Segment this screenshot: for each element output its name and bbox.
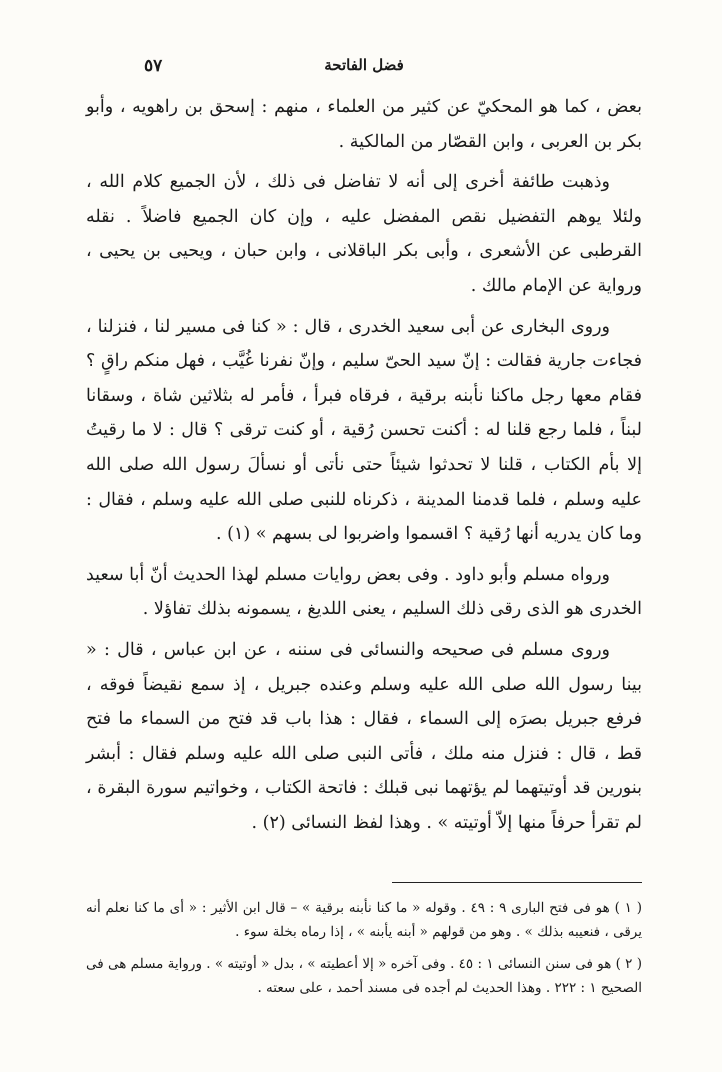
footnotes (86, 896, 642, 1008)
footnote: ( ٢ ) هو فى سنن النسائى ١ : ٤٥ . وفى آخره « إلا أعطيته » ، بدل « أوتيته » . ورواية مسلم هى فى الصحيح ١ : ٢٢٢ . وهذا الحديث لم أجده فى مسند أحمد ، على سعته . (85, 956, 642, 996)
paragraph: ورواه مسلم وأبو داود . وفى بعض روايات مسلم لهذا الحديث أنّ أبا سعيد الخدرى هو الذى رقى ذلك السليم ، يعنى اللديغ ، يسمونه بذلك تفاؤلا . (86, 564, 642, 620)
footnote: ( ١ ) هو فى فتح البارى ٩ : ٤٩ . وقوله « ما كنا نأبنه برقية » – قال ابن الأثير : « أى ما كنا نعلم أنه يرقى ، فنعيبه بذلك » . وهو من قولهم « أبنه يأبنه » ، إذا رماه بخلة سوء . (86, 900, 642, 940)
page-header (86, 48, 642, 82)
body-text (86, 90, 642, 840)
paragraph: وروى مسلم فى صحيحه والنسائى فى سننه ، عن ابن عباس ، قال : « بينا رسول الله صلى الله عليه وسلم وعنده جبريل ، إذ سمع نقيضاً فوقه ، فرفع جبريل بصرَه إلى السماء ، فقال : هذا باب قد فتح من السماء ما فتح قط ، قال : فنزل منه ملك ، فأتى النبى صلى الله عليه وسلم فقال : أبشر بنورين قد أوتيتهما لم يؤتهما نبى قبلك : فاتحة الكتاب ، وخواتيم سورة البقرة ، لم تقرأ حرفاً منها إلاّ أوتيته » . وهذا لفظ النسائى (٢) . (86, 639, 642, 833)
paragraph: وروى البخارى عن أبى سعيد الخدرى ، قال : « كنا فى مسير لنا ، فنزلنا ، فجاءت جارية فقالت : إنّ سيد الحىّ سليم ، وإنّ نفرنا غُيَّب ، فهل منكم راقٍ ؟ فقام معها رجل ماكنا نأبنه برقية ، فرقاه فبرأ ، فأمر له بثلاثين شاة ، وسقانا لبناً ، فلما رجع قلنا له : أكنت تحسن رُقية ، أو كنت ترقى ؟ قال : لا ما رقيتُ إلا بأم الكتاب ، قلنا لا تحدثوا شيئاً حتى نأتى أو نسألَ رسول الله صلى الله عليه وسلم ، فلما قدمنا المدينة ، ذكرناه للنبى صلى الله عليه وسلم ، فقال : وما كان يدريه أنها رُقية ؟ اقسموا واضربوا لى بسهم » (١) . (86, 316, 642, 545)
paragraph: وذهبت طائفة أخرى إلى أنه لا تفاضل فى ذلك ، لأن الجميع كلام الله ، ولئلا يوهم التفضيل نقص المفضل عليه ، وإن كان الجميع فاضلاً . نقله القرطبى عن الأشعرى ، وأبى بكر الباقلانى ، وابن حبان ، ويحيى بن يحيى ، ورواية عن الإمام مالك . (86, 172, 642, 296)
footnote-divider (392, 882, 642, 883)
paragraph: بعض ، كما هو المحكيّ عن كثير من العلماء ، منهم : إسحق بن راهويه ، وأبو بكر بن العربى ، وابن القصّار من المالكية . (86, 97, 642, 152)
running-title: فضل الفاتحة (324, 56, 404, 74)
page-number: ٥٧ (144, 56, 163, 76)
